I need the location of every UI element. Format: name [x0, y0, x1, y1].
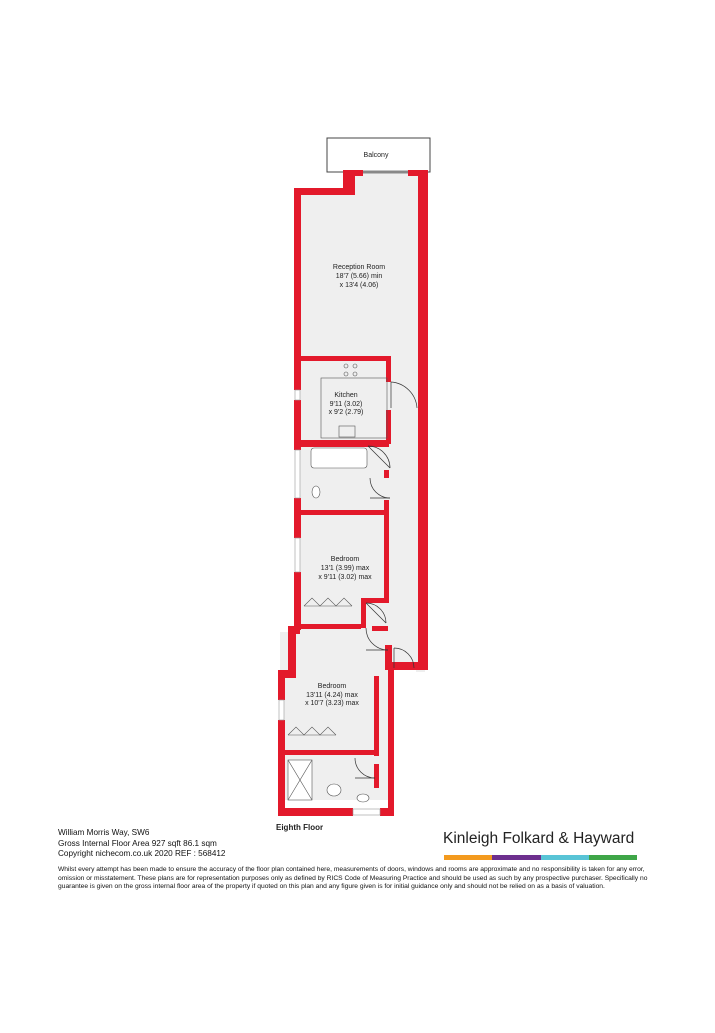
brand-bar-green	[589, 855, 637, 860]
brand-color-bars	[444, 855, 637, 860]
bedroom1-dim1: 13'1 (3.99) max	[320, 565, 370, 572]
floor-label: Eighth Floor	[276, 823, 324, 832]
copyright: Copyright nichecom.co.uk 2020 REF : 568412	[58, 849, 226, 858]
kitchen-name: Kitchen	[334, 392, 358, 399]
kitchen-dim1: 9'11 (3.02)	[329, 401, 363, 408]
bedroom1-name: Bedroom	[330, 556, 360, 563]
floor-area-text: Gross Internal Floor Area 927 sqft 86.1 sqm	[58, 838, 217, 848]
kitchen-dim2: x 9'2 (2.79)	[328, 409, 364, 416]
brand-bar-blue	[541, 855, 589, 860]
bedroom1-dim2: x 9'11 (3.02) max	[318, 574, 372, 581]
disclaimer: Whilst every attempt has been made to ensure the accuracy of the floor plan contained here, measurements of doors, windows and rooms are approximate and no responsibility is taken for any error, omission or misstatement. These plans are for representation purposes only as defined by RICS Code of Measuring Practice and should be used as such by any prospective purchaser. Specifically no guarantee is given on the gross internal floor area of the property if quoted on this plan and any figure given is for initial guidance only and should not be relied on as a basis of valuation.	[58, 866, 648, 891]
address: William Morris Way, SW6	[58, 828, 150, 837]
reception-room-dim1: 18'7 (5.66) min	[335, 273, 383, 280]
property-info	[58, 828, 225, 860]
bedroom2-dim2: x 10'7 (3.23) max	[305, 700, 359, 707]
reception-room-dim2: x 13'4 (4.06)	[339, 282, 379, 289]
brand-logo: Kinleigh Folkard & Hayward	[443, 830, 635, 847]
bedroom2-dim1: 13'11 (4.24) max	[306, 692, 358, 699]
brand-bar-purple	[492, 855, 540, 860]
brand-bar-orange	[444, 855, 492, 860]
bedroom2-name: Bedroom	[317, 683, 347, 690]
balcony-label: Balcony	[363, 152, 389, 159]
reception-room-name: Reception Room	[332, 264, 386, 271]
